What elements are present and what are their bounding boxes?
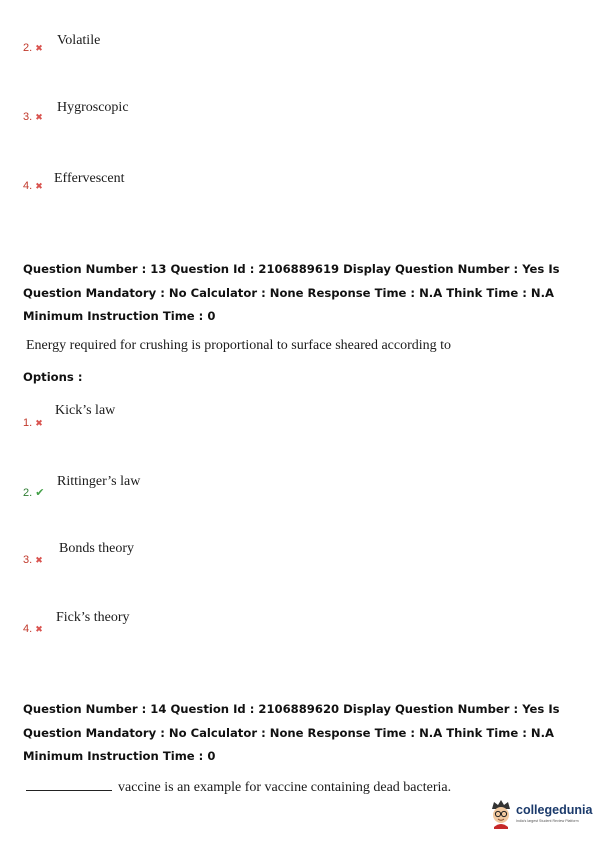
collegedunia-logo <box>489 799 591 833</box>
check-icon: ✔ <box>35 487 45 499</box>
option-text: Fick’s theory <box>56 610 130 625</box>
answer-blank <box>26 778 112 791</box>
wrong-icon: ✖ <box>35 112 43 122</box>
option-number: 3. ✖ <box>23 111 43 123</box>
option-text: Volatile <box>57 33 101 48</box>
question-14-meta: Question Number : 14 Question Id : 2106889620 Display Question Number : Yes Is Question Mandatory : No Calculator : None Response Time : N.A Think Time : N.A Minimum Instruction Time : 0 <box>23 702 560 763</box>
option-number: 4. ✖ <box>23 623 43 635</box>
logo-name: collegedunia <box>516 803 593 817</box>
logo-tagline: India's largest Student Review Platform <box>516 819 579 823</box>
option-text-correct: Rittinger’s law <box>57 474 141 489</box>
wrong-icon: ✖ <box>35 43 43 53</box>
wrong-icon: ✖ <box>35 181 43 191</box>
option-number: 3. ✖ <box>23 554 43 566</box>
wrong-icon: ✖ <box>35 555 43 565</box>
option-number: 2. ✖ <box>23 42 43 54</box>
option-text: Effervescent <box>54 171 125 186</box>
question-14-text-row <box>26 778 451 796</box>
wrong-icon: ✖ <box>35 418 43 428</box>
mascot-icon <box>489 799 513 829</box>
option-text: Bonds theory <box>59 541 135 556</box>
option-text: Kick’s law <box>55 403 116 418</box>
options-label: Options : <box>23 370 83 384</box>
question-13-text: Energy required for crushing is proportional to surface sheared according to <box>26 338 452 353</box>
option-number: 1. ✖ <box>23 417 43 429</box>
option-text: Hygroscopic <box>57 100 129 115</box>
wrong-icon: ✖ <box>35 624 43 634</box>
question-14-text: vaccine is an example for vaccine containing dead bacteria. <box>118 780 452 795</box>
question-13-meta: Question Number : 13 Question Id : 2106889619 Display Question Number : Yes Is Question Mandatory : No Calculator : None Response Time : N.A Think Time : N.A Minimum Instruction Time : 0 <box>23 262 560 323</box>
option-number-correct: 2. ✔ <box>23 487 45 499</box>
option-number: 4. ✖ <box>23 180 43 192</box>
